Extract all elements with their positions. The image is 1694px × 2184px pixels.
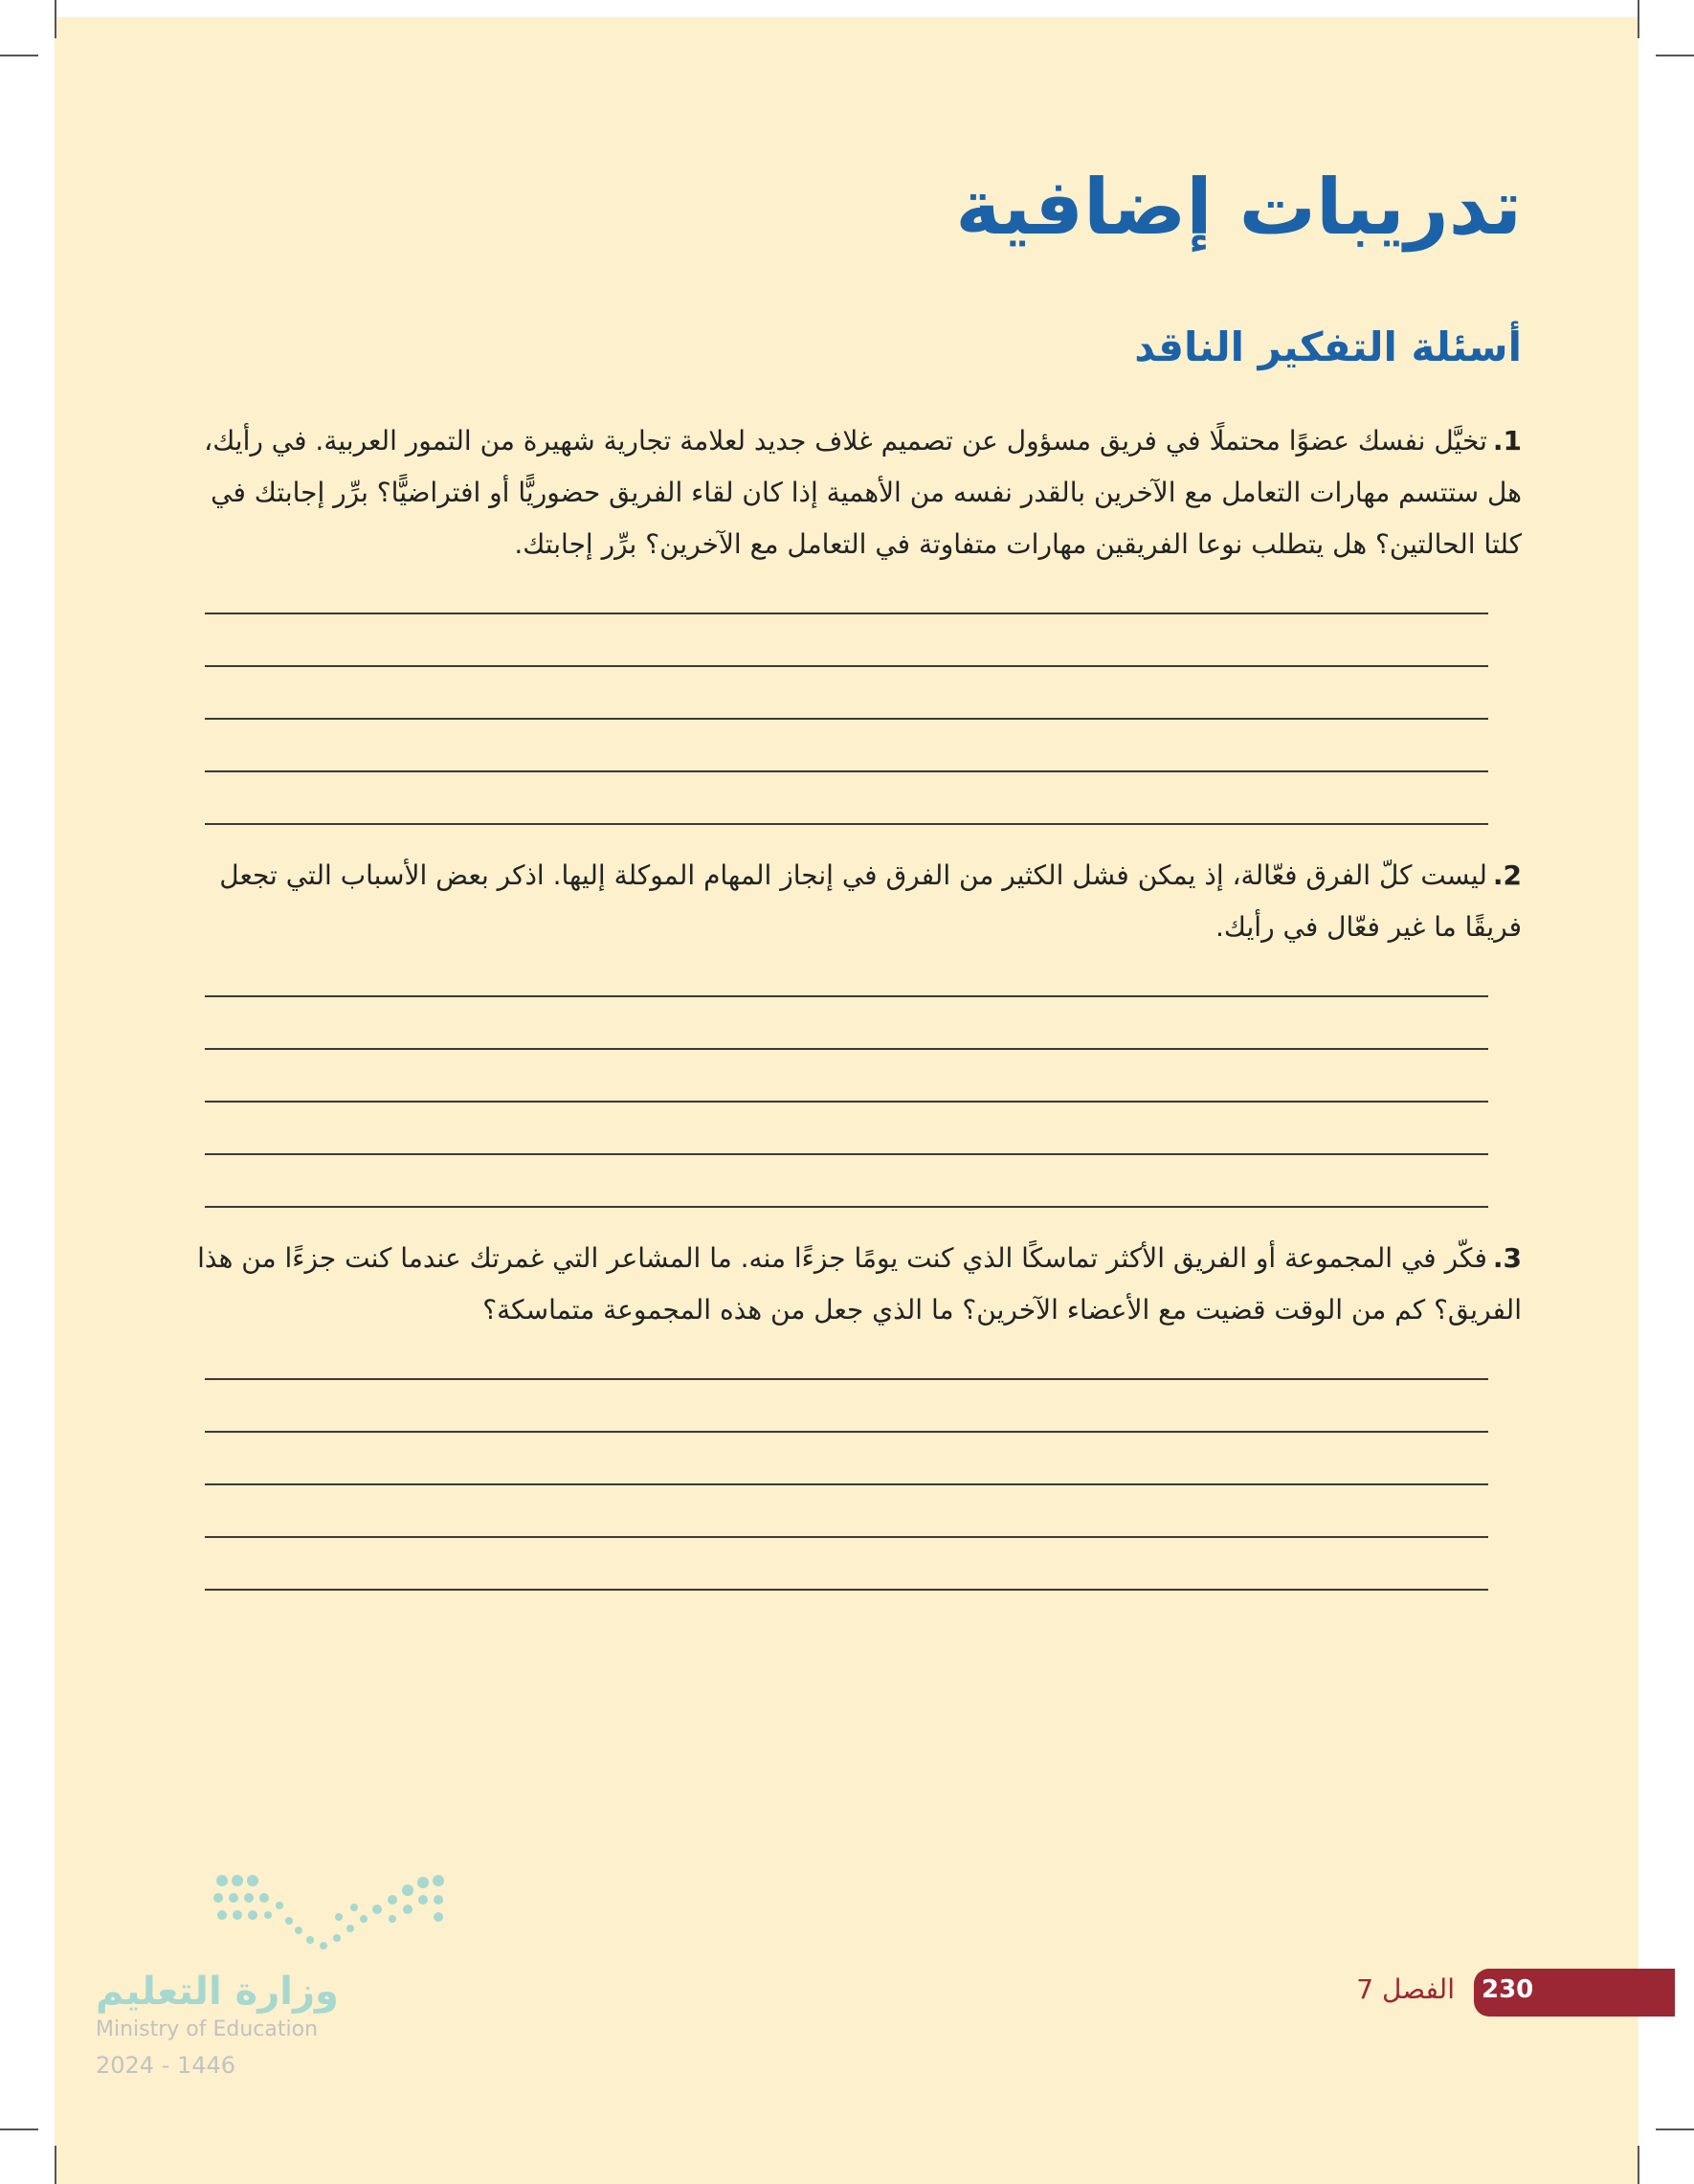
answer-line[interactable]	[205, 720, 1488, 772]
answer-area-1[interactable]	[205, 562, 1488, 825]
question-2	[191, 850, 1522, 953]
answer-line[interactable]	[205, 1050, 1488, 1103]
ministry-name-english: Ministry of Education	[96, 2017, 319, 2041]
answer-line[interactable]	[205, 562, 1488, 614]
question-text: فكّر في المجموعة أو الفريق الأكثر تماسكًا الذي كنت يومًا جزءًا منه. ما المشاعر التي غمرتك عندما كنت جزءًا من هذا الفريق؟ كم من الوقت قضيت مع الأعضاء الآخرين؟ ما الذي جعل من هذه المجموعة متماسكة؟	[197, 1242, 1522, 1326]
question-1	[191, 415, 1522, 570]
ministry-year: 2024 - 1446	[96, 2052, 236, 2079]
answer-area-2[interactable]	[205, 945, 1488, 1208]
chapter-label: الفصل 7	[1356, 1973, 1455, 2005]
crop-mark	[1638, 0, 1639, 38]
answer-line[interactable]	[205, 1380, 1488, 1433]
answer-line[interactable]	[205, 1155, 1488, 1208]
page-title: تدريبات إضافية	[955, 163, 1522, 252]
answer-line[interactable]	[205, 772, 1488, 825]
answer-line[interactable]	[205, 667, 1488, 720]
answer-line[interactable]	[205, 1327, 1488, 1380]
crop-mark	[55, 0, 56, 38]
question-number: 3.	[1492, 1242, 1522, 1274]
answer-line[interactable]	[205, 1103, 1488, 1155]
question-3	[191, 1233, 1522, 1336]
crop-mark	[55, 2146, 56, 2184]
crop-mark	[1638, 2146, 1639, 2184]
question-number: 2.	[1492, 859, 1522, 891]
answer-line[interactable]	[205, 1485, 1488, 1538]
crop-mark	[0, 2128, 38, 2130]
ministry-name-arabic: وزارة التعليم	[96, 1970, 339, 2014]
answer-area-3[interactable]	[205, 1327, 1488, 1591]
answer-line[interactable]	[205, 614, 1488, 667]
question-number: 1.	[1492, 425, 1522, 457]
crop-mark	[0, 55, 38, 56]
crop-mark	[1656, 55, 1694, 56]
answer-line[interactable]	[205, 1538, 1488, 1591]
ministry-logo-icon	[211, 1871, 450, 1957]
question-text: تخيَّل نفسك عضوًا محتملًا في فريق مسؤول عن تصميم غلاف جديد لعلامة تجارية شهيرة من التمور العربية. في رأيك، هل ستتسم مهارات التعامل مع الآخرين بالقدر نفسه من الأهمية إذا كان لقاء الفريق حضوريًّا أو افتراضيًّا؟ برِّر إجابتك في كلتا الحالتين؟ هل يتطلب نوعا الفريقين مهارات متفاوتة في التعامل مع الآخرين؟ برِّر إجابتك.	[204, 425, 1522, 560]
answer-line[interactable]	[205, 945, 1488, 997]
section-title: أسئلة التفكير الناقد	[1134, 323, 1522, 370]
crop-mark	[1656, 2128, 1694, 2130]
answer-line[interactable]	[205, 1433, 1488, 1485]
page-number: 230	[1482, 1975, 1534, 2004]
answer-line[interactable]	[205, 997, 1488, 1050]
question-text: ليست كلّ الفرق فعّالة، إذ يمكن فشل الكثير من الفرق في إنجاز المهام الموكلة إليها. اذكر بعض الأسباب التي تجعل فريقًا ما غير فعّال في رأيك.	[219, 859, 1522, 943]
